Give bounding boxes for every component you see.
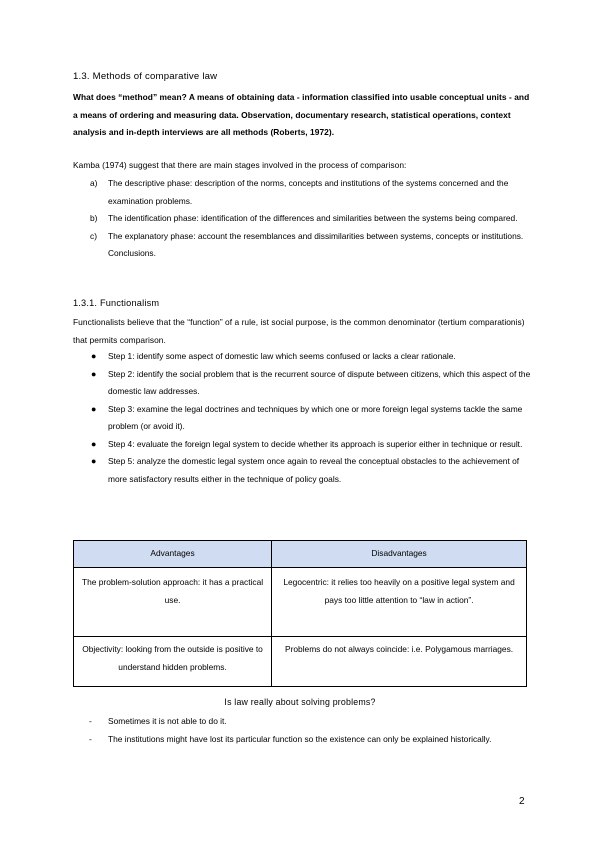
kamba-paragraph: Kamba (1974) suggest that there are main stages involved in the process of comparison: [73, 160, 407, 170]
advantages-header: Advantages [74, 541, 272, 568]
table-cell: The problem-solution approach: it has a practical use. [74, 568, 272, 637]
list-item [73, 401, 533, 436]
functionalism-paragraph: Functionalists believe that the “function” of a rule, ist social purpose, is the common denominator (tertium comparationis) that permits comparison. [73, 317, 525, 345]
method-definition-paragraph: What does “method” mean? A means of obtaining data - information classified into usable conceptual units - and a means of ordering and measuring data. Observation, documentary research, statistical operations, context analysis and in-depth interviews are all methods (Roberts, 1972). [73, 92, 530, 137]
bullet-icon: ● [91, 368, 97, 379]
bullet-icon: ● [91, 456, 97, 466]
list-item [73, 366, 533, 401]
list-item-text: Sometimes it is not able to do it. [108, 716, 227, 726]
list-item [73, 210, 533, 228]
steps-list [73, 348, 533, 488]
page-number: 2 [519, 796, 525, 807]
bullet-icon: ● [91, 403, 97, 414]
functionalism-subheading: 1.3.1. Functionalism [73, 298, 160, 308]
list-item-text: Step 3: examine the legal doctrines and techniques by which one or more foreign legal systems tackle the same problem (or avoid it). [108, 403, 523, 431]
comparison-stages-list [73, 175, 533, 263]
list-item [73, 731, 533, 749]
list-item-text: The explanatory phase: account the resemblances and dissimilarities between systems, concepts or institutions. Conclusions. [108, 230, 524, 258]
list-item [73, 436, 533, 454]
list-item [73, 348, 533, 366]
list-marker: a) [90, 178, 98, 188]
list-item-text: Step 4: evaluate the foreign legal system to decide whether its approach is superior either in technique or result. [108, 438, 523, 449]
list-item-text: Step 2: identify the social problem that is the recurrent source of dispute between citizens, which this aspect of the domestic law addresses. [108, 368, 531, 396]
table-cell: Legocentric: it relies too heavily on a positive legal system and pays too little attention to “law in action”. [272, 568, 527, 637]
table-header-row [74, 541, 527, 568]
list-item [73, 453, 533, 488]
bullet-icon: ● [91, 438, 97, 449]
advantages-table [73, 540, 527, 687]
list-item-text: The institutions might have lost its particular function so the existence can only be explained historically. [108, 733, 492, 744]
section-heading: 1.3. Methods of comparative law [73, 71, 218, 82]
table-cell: Problems do not always coincide: i.e. Polygamous marriages. [272, 637, 527, 687]
list-item [73, 228, 533, 263]
list-item [73, 175, 533, 210]
list-item-text: The identification phase: identification of the differences and similarities between the systems being compared. [108, 213, 518, 223]
list-item-text: Step 1: identify some aspect of domestic law which seems confused or lacks a clear rationale. [108, 351, 456, 361]
list-item-text: The descriptive phase: description of the norms, concepts and institutions of the systems concerned and the examination problems. [108, 178, 509, 206]
dash-marker: - [89, 733, 92, 744]
table-row [74, 568, 527, 637]
table-cell: Objectivity: looking from the outside is positive to understand hidden problems. [74, 637, 272, 687]
dash-list [73, 713, 533, 748]
bullet-icon: ● [91, 351, 97, 361]
dash-marker: - [89, 716, 92, 726]
list-item-text: Step 5: analyze the domestic legal system once again to reveal the conceptual obstacles to the achievement of more satisfactory results either in the technique of policy goals. [108, 456, 520, 484]
list-marker: c) [90, 230, 97, 241]
question-line: Is law really about solving problems? [224, 697, 376, 707]
list-item [73, 713, 533, 731]
disadvantages-header: Disadvantages [272, 541, 527, 568]
list-marker: b) [90, 213, 98, 223]
table-row [74, 637, 527, 687]
